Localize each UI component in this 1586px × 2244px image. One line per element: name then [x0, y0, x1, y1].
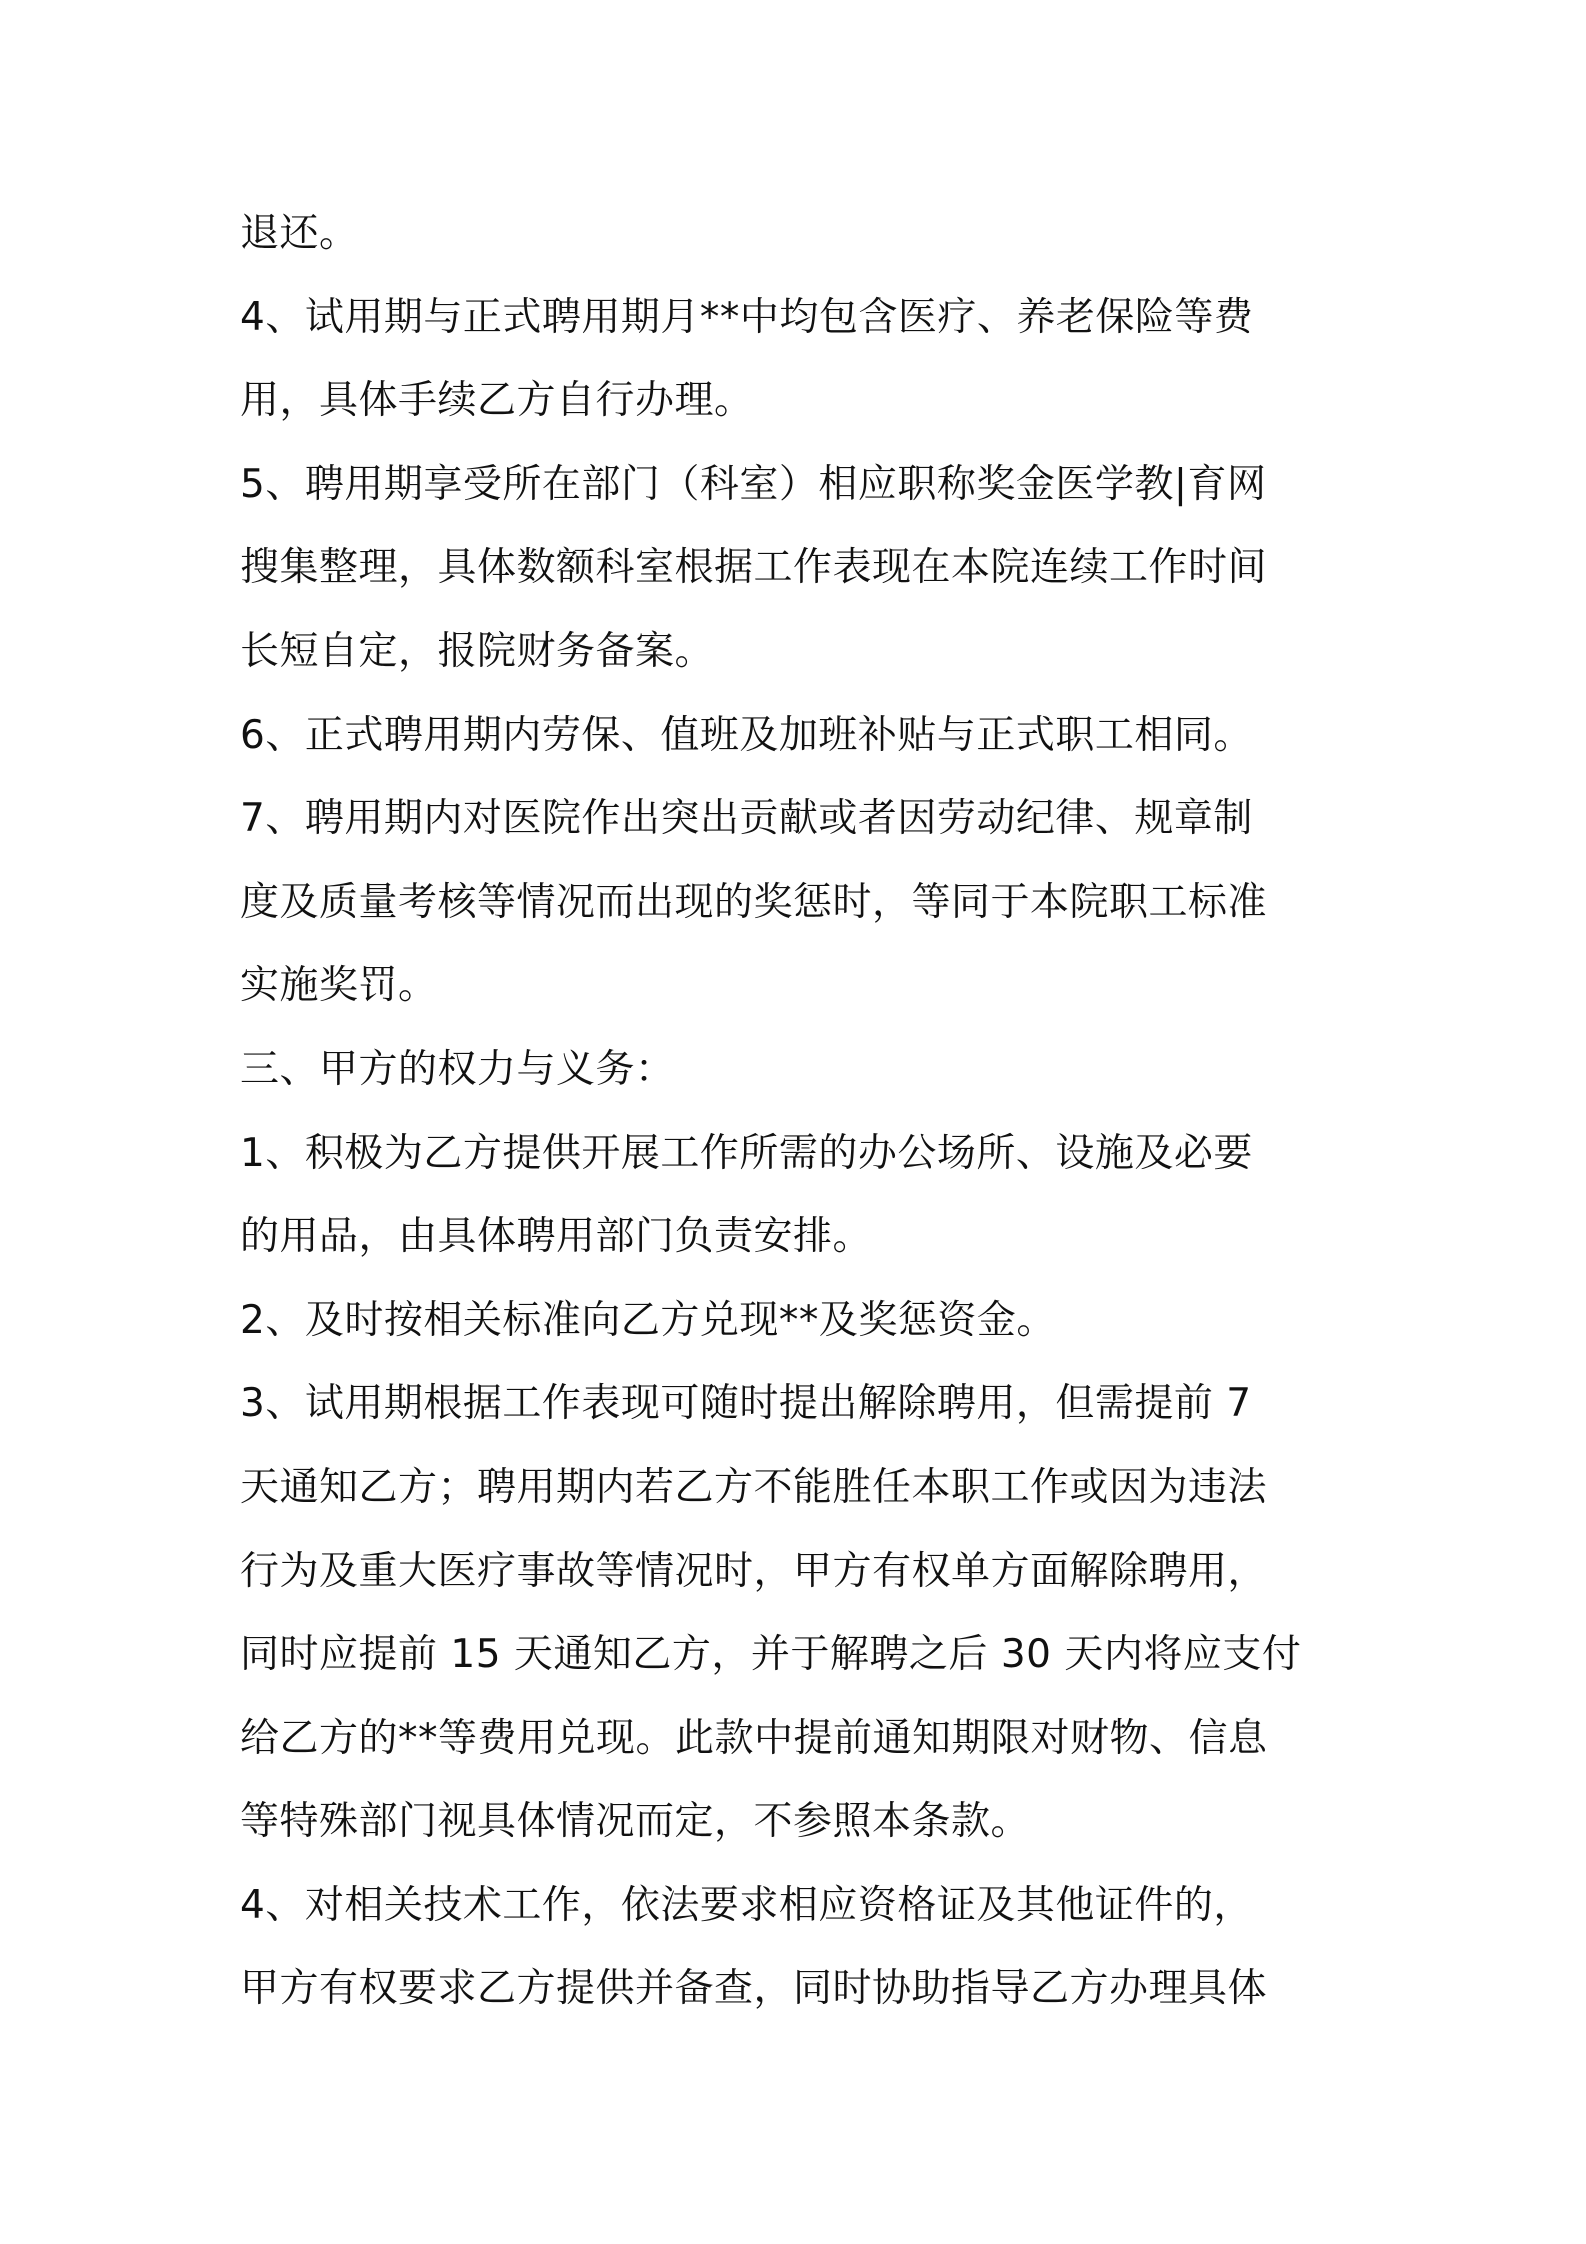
text-line: 行为及重大医疗事故等情况时，甲方有权单方面解除聘用， [240, 1548, 1268, 1594]
text-line: 度及质量考核等情况而出现的奖惩时，等同于本院职工标准 [240, 879, 1268, 925]
section-heading: 三、甲方的权力与义务： [240, 1046, 675, 1092]
text-line: 3、试用期根据工作表现可随时提出解除聘用，但需提前 7 [240, 1381, 1252, 1427]
text-line: 用，具体手续乙方自行办理。 [240, 378, 754, 424]
text-line: 1、积极为乙方提供开展工作所需的办公场所、设施及必要 [240, 1130, 1253, 1176]
text-line: 等特殊部门视具体情况而定，不参照本条款。 [240, 1799, 1031, 1845]
text-line: 退还。 [240, 211, 359, 256]
text-line: 同时应提前 15 天通知乙方，并于解聘之后 30 天内将应支付 [240, 1632, 1302, 1678]
text-line: 天通知乙方；聘用期内若乙方不能胜任本职工作或因为违法 [240, 1464, 1268, 1510]
text-line: 7、聘用期内对医院作出突出贡献或者因劳动纪律、规章制 [240, 796, 1253, 842]
text-line: 长短自定，报院财务备案。 [240, 628, 715, 674]
text-line: 6、正式聘用期内劳保、值班及加班补贴与正式职工相同。 [240, 712, 1253, 758]
text-line: 给乙方的**等费用兑现。此款中提前通知期限对财物、信息 [240, 1715, 1268, 1761]
text-line: 4、对相关技术工作，依法要求相应资格证及其他证件的， [240, 1882, 1253, 1928]
text-line: 实施奖罚。 [240, 963, 438, 1009]
text-line: 5、聘用期享受所在部门（科室）相应职称奖金医学教|育网 [240, 461, 1267, 507]
text-line: 2、及时按相关标准向乙方兑现**及奖惩资金。 [240, 1297, 1056, 1343]
text-line: 甲方有权要求乙方提供并备查，同时协助指导乙方办理具体 [240, 1966, 1268, 2012]
text-line: 搜集整理，具体数额科室根据工作表现在本院连续工作时间 [240, 545, 1268, 591]
text-line: 4、试用期与正式聘用期月**中均包含医疗、养老保险等费 [240, 294, 1254, 340]
text-line: 的用品，由具体聘用部门负责安排。 [240, 1214, 873, 1260]
document-body [240, 192, 1360, 2031]
